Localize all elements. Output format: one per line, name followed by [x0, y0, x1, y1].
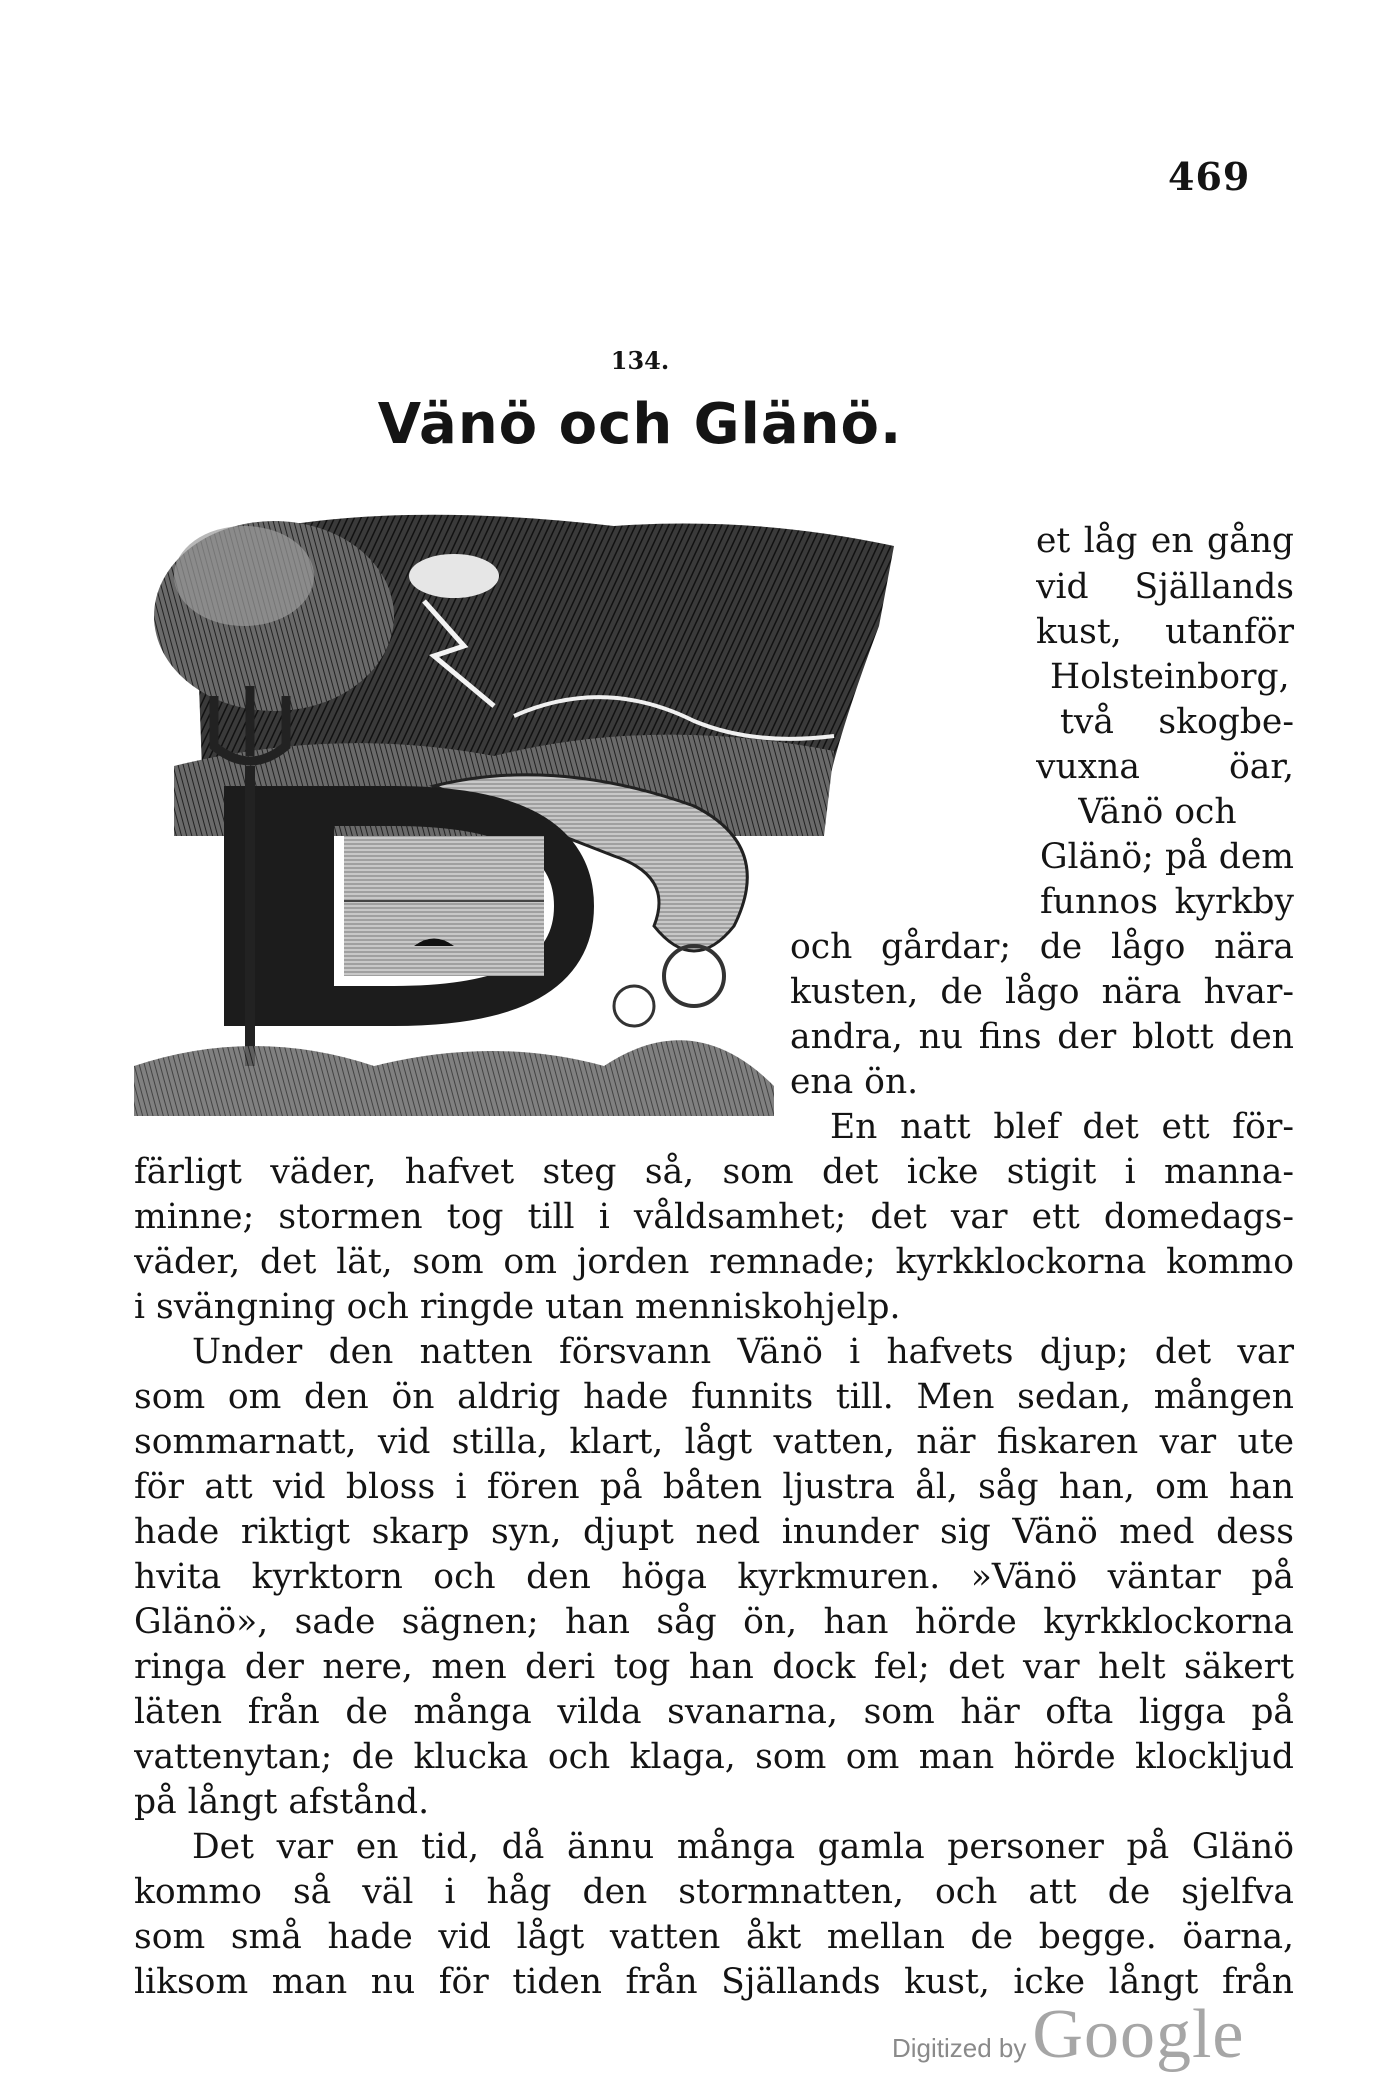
inset-line: ena ön. — [790, 1062, 919, 1102]
inset-line: Glänö; på dem — [1040, 837, 1294, 877]
paragraph-line: hvita kyrktorn och den höga kyrkmuren. »Vänö väntar på — [134, 1557, 1294, 1597]
paragraph-line: som små hade vid lågt vatten åkt mellan de begge. öarna, — [134, 1917, 1294, 1957]
story-number: 134. — [610, 346, 670, 375]
body-text — [134, 1150, 1294, 2005]
paragraph-line: Glänö», sade sägnen; han såg ön, han hörde kyrkklockorna — [134, 1602, 1294, 1642]
inset-line: andra, nu fins der blott den — [790, 1017, 1294, 1057]
paragraph-line: kommo så väl i håg den stormnatten, och att de sjelfva — [134, 1872, 1294, 1912]
paragraph-line: läten från de många vilda svanarna, som här ofta ligga på — [134, 1692, 1294, 1732]
watermark-prefix: Digitized by — [892, 2033, 1027, 2063]
paragraph-line: Det var en tid, då ännu många gamla personer på Glänö — [192, 1827, 1294, 1867]
paragraph-line: hade riktigt skarp syn, djupt ned inunder sig Vänö med dess — [134, 1512, 1294, 1552]
paragraph-line: liksom man nu för tiden från Själlands kust, icke långt från — [134, 1962, 1294, 2002]
story-title: Vänö och Glänö. — [377, 392, 903, 457]
inset-line: kust, utanför — [1036, 612, 1294, 652]
paragraph-line: sommarnatt, vid stilla, klart, lågt vatten, när fiskaren var ute — [134, 1422, 1294, 1462]
paragraph-line: vattenytan; de klucka och klaga, som om man hörde klockljud — [134, 1737, 1294, 1777]
paragraph-line: minne; stormen tog till i våldsamhet; det var ett domedags- — [134, 1197, 1294, 1237]
inset-line: vid Själlands — [1036, 567, 1294, 607]
paragraph-line: som om den ön aldrig hade funnits till. Men sedan, mången — [134, 1377, 1294, 1417]
paragraph-line: i svängning och ringde utan menniskohjelp. — [134, 1287, 901, 1327]
paragraph-line: på långt afstånd. — [134, 1782, 430, 1822]
paragraph-line: väder, det lät, som om jorden remnade; kyrkklockorna kommo — [134, 1242, 1294, 1282]
inset-line: et låg en gång — [1036, 521, 1294, 561]
digitized-by-google-watermark — [892, 1995, 1244, 2075]
inset-line: och gårdar; de lågo nära — [790, 927, 1294, 967]
paragraph-line: för att vid bloss i fören på båten ljustra ål, såg han, om han — [134, 1467, 1294, 1507]
inset-line: funnos kyrkby — [1040, 882, 1294, 922]
inset-line: vuxna öar, — [1036, 747, 1294, 787]
inset-line: Vänö och — [1078, 792, 1237, 832]
page-number: 469 — [1168, 154, 1251, 199]
inset-line: två skogbe- — [1060, 702, 1294, 742]
paragraph-line: En natt blef det ett för- — [830, 1107, 1294, 1147]
paragraph-line: färligt väder, hafvet steg så, som det icke stigit i manna- — [134, 1152, 1294, 1192]
inset-line: kusten, de lågo nära hvar- — [790, 972, 1294, 1012]
inset-line: Holsteinborg, — [1050, 657, 1290, 697]
paragraph-line: Under den natten försvann Vänö i hafvets djup; det var — [192, 1332, 1294, 1372]
paragraph-line: ringa der nere, men deri tog han dock fel; det var helt säkert — [134, 1647, 1294, 1687]
google-logo: Google — [1032, 1996, 1245, 2073]
